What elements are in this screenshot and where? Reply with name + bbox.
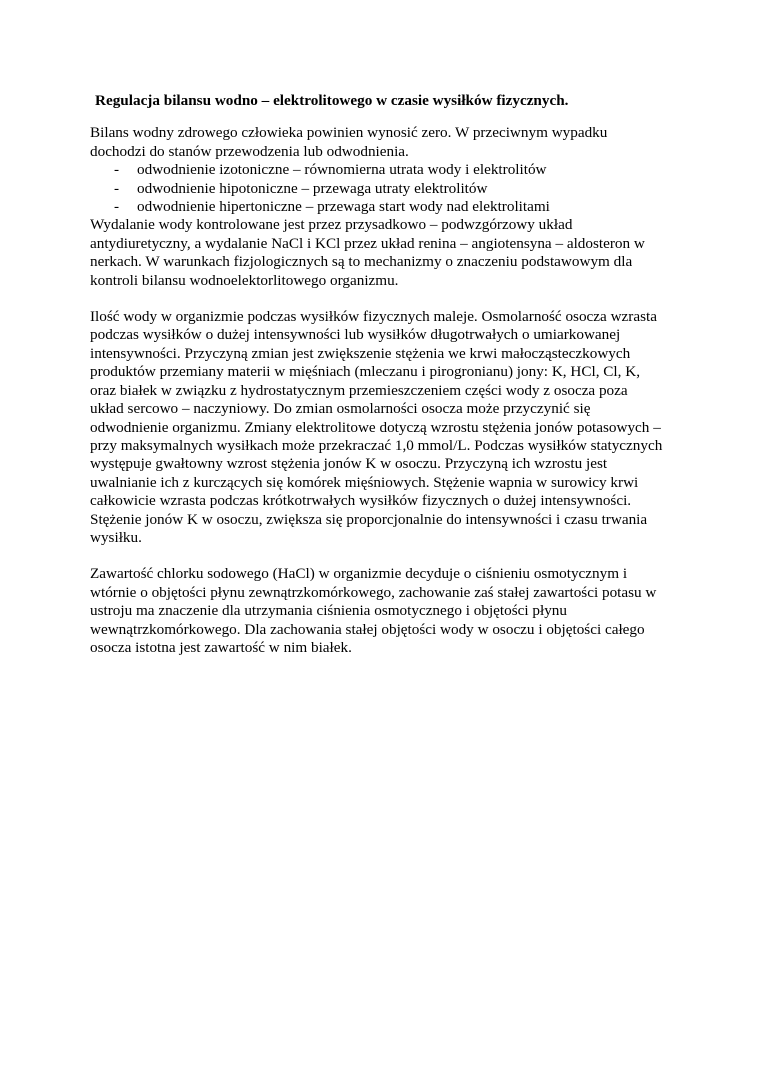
document-page (90, 92, 665, 657)
exercise-paragraph: Ilość wody w organizmie podczas wysiłków fizycznych maleje. Osmolarność osocza wzrasta podczas wysiłków o dużej intensywności lub wysiłków długotrwałych o umiarkowanej intensywności. Przyczyną zmian jest zwiększenie stężenia we krwi małocząsteczkowych produktów przemiany materii w mięśniach (mleczanu i pirogronianu) jony: K, HCl, Cl, K, oraz białek w związku z hydrostatycznym przemieszczeniem części wody z osocza poza układ sercowo – naczyniowy. Do zmian osmolarności osocza może przyczynić się odwodnienie organizmu. Zmiany elektrolitowe dotyczą wzrostu stężenia jonów potasowych – przy maksymalnych wysiłkach może przekraczać 1,0 mmol/L. Podczas wysiłków statycznych występuje gwałtowny wzrost stężenia jonów K w osoczu. Przyczyną ich wzrostu jest uwalnianie ich z kurczących się komórek mięśniowych. Stężenie wapnia w surowicy krwi całkowicie wzrasta podczas krótkotrwałych wysiłków fizycznych o dużej intensywności. Stężenie jonów K w osoczu, zwiększa się proporcjonalnie do intensywności i czasu trwania wysiłku. (90, 308, 663, 546)
regulation-paragraph: Wydalanie wody kontrolowane jest przez przysadkowo – podwzgórzowy układ antydiuretyczny, a wydalanie NaCl i KCl przez układ renina – angiotensyna – aldosteron w nerkach. W warunkach fizjologicznych są to mechanizmy o znaczeniu podstawowym dla kontroli bilansu wodnoelektorlitowego organizmu. (90, 216, 645, 289)
list-bullet: - (114, 161, 120, 179)
list-item-text: odwodnienie hipotoniczne – przewaga utraty elektrolitów (137, 179, 488, 197)
list-item (90, 198, 665, 216)
list-bullet: - (114, 198, 120, 216)
paragraph-gap (90, 290, 665, 308)
list-item-text: odwodnienie izotoniczne – równomierna utrata wody i elektrolitów (137, 161, 547, 179)
list-item (90, 161, 665, 179)
document-title: Regulacja bilansu wodno – elektrolitowego w czasie wysiłków fizycznych. (95, 92, 569, 109)
dehydration-list (90, 161, 665, 216)
list-item (90, 180, 665, 198)
list-bullet: - (114, 179, 120, 197)
list-item-text: odwodnienie hipertoniczne – przewaga start wody nad elektrolitami (137, 198, 550, 216)
paragraph-gap (90, 547, 665, 565)
intro-paragraph: Bilans wodny zdrowego człowieka powinien wynosić zero. W przeciwnym wypadku dochodzi do stanów przewodzenia lub odwodnienia. (90, 124, 608, 160)
sodium-chloride-paragraph: Zawartość chlorku sodowego (HaCl) w organizmie decyduje o ciśnieniu osmotycznym i wtórnie o objętości płynu zewnątrzkomórkowego, zachowanie zaś stałej zawartości potasu w ustroju ma znaczenie dla utrzymania ciśnienia osmotycznego i objętości płynu wewnątrzkomórkowego. Dla zachowania stałej objętości wody w osoczu i objętości całego osocza istotna jest zawartość w nim białek. (90, 565, 657, 656)
